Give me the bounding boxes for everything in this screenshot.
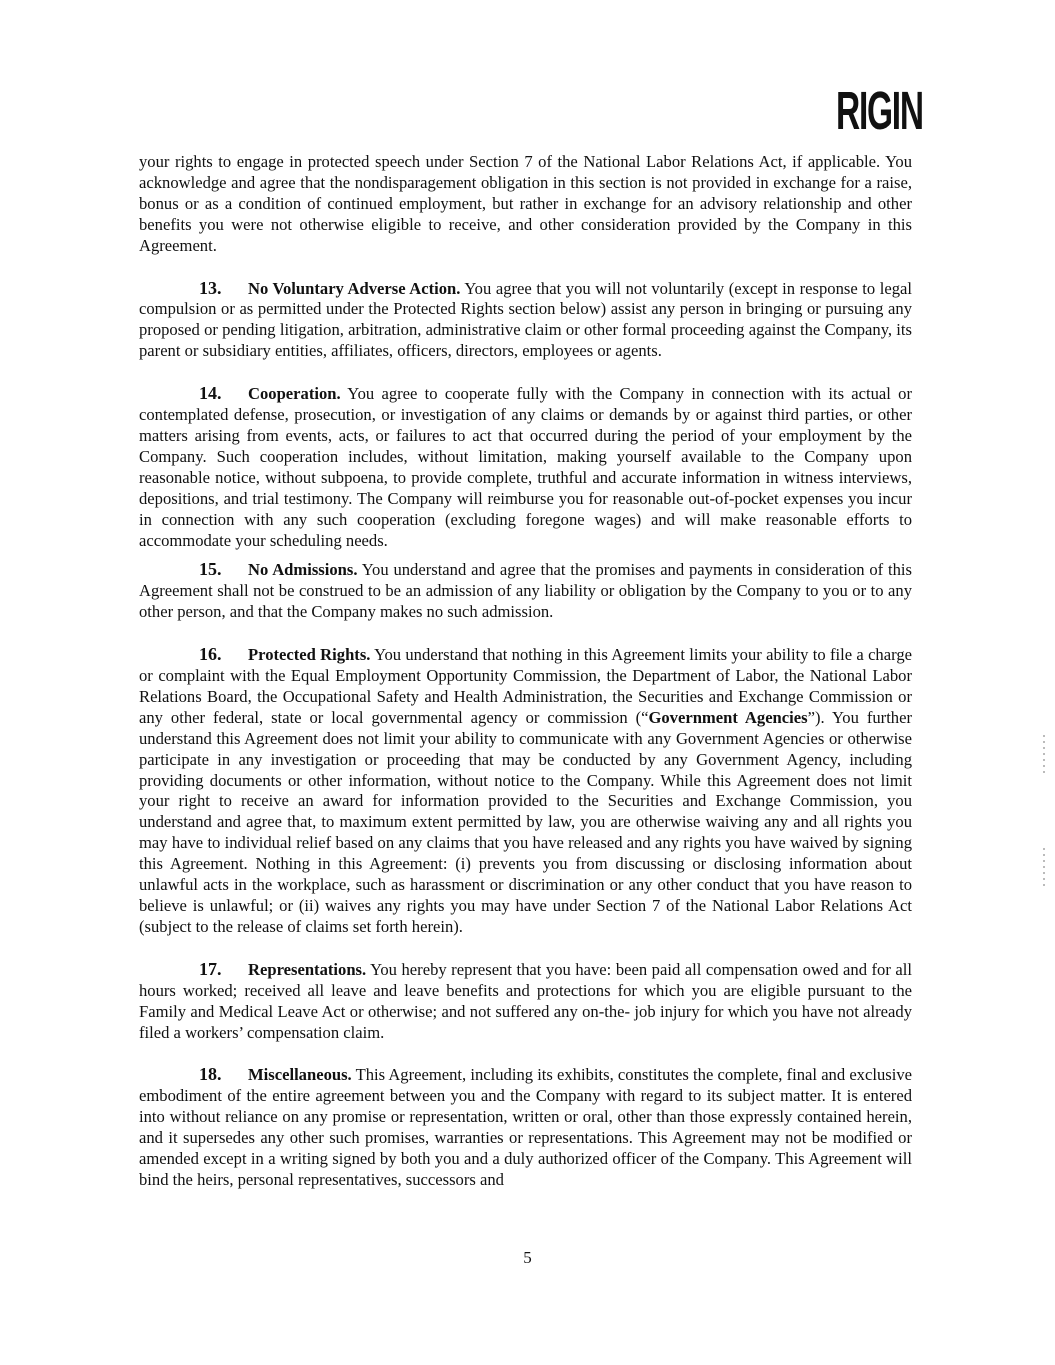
- section-text-after: ”). You further understand this Agreement does not limit your ability to communicate with any Government Agencies or otherwise participate in any investigation or proceeding that may be conducted by any Government Agency, including providing documents or other information, without notice to the Company. While this Agreement does not limit your right to receive an award for information provided to the Securities and Exchange Commission, you understand and agree that, to maximum extent permitted by law, you are otherwise waiving any and all rights you may have to individual relief based on any claims that you have released and any rights you have waived by signing this Agreement. Nothing in this Agreement: (i) prevents you from discussing or disclosing information about unlawful acts in the workplace, such as harassment or discrimination or any other conduct that you have reason to believe is unlawful; or (ii) waives any rights you may have under Section 7 of the National Labor Relations Act (subject to the release of claims set forth herein).: [139, 707, 912, 936]
- section-16: [139, 644, 912, 938]
- section-number: 13.: [199, 277, 222, 298]
- document-body: [139, 152, 912, 1191]
- section-number: 17.: [199, 958, 222, 979]
- logo-text: RIGIN: [836, 81, 923, 141]
- section-heading: No Admissions.: [248, 560, 358, 580]
- section-13: [139, 278, 912, 363]
- section-text: You agree to cooperate fully with the Company in connection with its actual or contemplated defense, prosecution, or investigation of any claims or demands by or against third parties, or other matters arising from events, acts, or failures to act that occurred during the period of your employment by the Company. Such cooperation includes, without limitation, making yourself available to the Company upon reasonable notice, without subpoena, to provide complete, truthful and accurate information in witness interviews, depositions, and trial testimony. The Company will reimburse you for reasonable out-of-pocket expenses you incur in connection with any such cooperation (excluding foregone wages) and will make reasonable efforts to accommodate your scheduling needs.: [139, 384, 912, 550]
- section-heading: Representations.: [248, 959, 367, 979]
- section-heading: Cooperation.: [248, 384, 341, 404]
- section-text: You agree that you will not voluntarily (except in response to legal compulsion or as permitted under the Protected Rights section below) assist any person in bringing or pursuing any proposed or pending litigation, arbitration, administrative claim or other formal proceeding against the Company, its parent or subsidiary entities, affiliates, officers, directors, employees or agents.: [139, 278, 912, 361]
- origin-logo: [834, 81, 976, 141]
- section-heading: No Voluntary Adverse Action.: [248, 278, 461, 298]
- section-15: [139, 559, 912, 623]
- page-number: 5: [523, 1248, 532, 1267]
- section-14: [139, 383, 912, 551]
- section-17: [139, 959, 912, 1044]
- section-18: [139, 1064, 912, 1190]
- section-text: This Agreement, including its exhibits, constitutes the complete, final and exclusive embodiment of the entire agreement between you and the Company with regard to its subject matter. It is entered into without reliance on any promise or representation, written or oral, other than those expressly contained herein, and it supersedes any other such promises, warranties or representations. This Agreement may not be modified or amended except in a writing signed by both you and a duly authorized officer of the Company. This Agreement will bind the heirs, personal representatives, successors and: [139, 1065, 912, 1189]
- section-number: 18.: [199, 1064, 222, 1085]
- section-number: 15.: [199, 559, 222, 580]
- section-heading: Miscellaneous.: [248, 1065, 352, 1085]
- section-number: 14.: [199, 383, 222, 404]
- section-text: You understand and agree that the promises and payments in consideration of this Agreement shall not be construed to be an admission of any liability or obligation by the Company to you or to any other person, and that the Company makes no such admission.: [139, 560, 912, 622]
- section-number: 16.: [199, 644, 222, 665]
- section-text-before: You understand that nothing in this Agreement limits your ability to file a charge or complaint with the Equal Employment Opportunity Commission, the Department of Labor, the National Labor Relations Board, the Occupational Safety and Health Administration, the Securities and Exchange Commission or any other federal, state or local governmental agency or commission (“: [139, 645, 912, 727]
- intro-paragraph: your rights to engage in protected speech under Section 7 of the National Labor Relations Act, if applicable. You acknowledge and agree that the nondisparagement obligation in this section is not provided in exchange for a raise, bonus or as a condition of continued employment, but rather in exchange for an advisory relationship and other benefits you were not otherwise eligible to receive, and other consideration provided by the Company in this Agreement.: [139, 152, 912, 255]
- section-text: You hereby represent that you have: been paid all compensation owed and for all hours worked; received all leave and leave benefits and protections for which you are eligible pursuant to the Family and Medical Leave Act or otherwise; and not suffered any on-the- job injury for which you have not already filed a workers’ compensation claim.: [139, 959, 912, 1042]
- edge-scan-mark: [1043, 848, 1045, 888]
- edge-scan-mark: [1043, 735, 1045, 775]
- defined-term: Government Agencies: [648, 707, 808, 727]
- section-heading: Protected Rights.: [248, 645, 371, 665]
